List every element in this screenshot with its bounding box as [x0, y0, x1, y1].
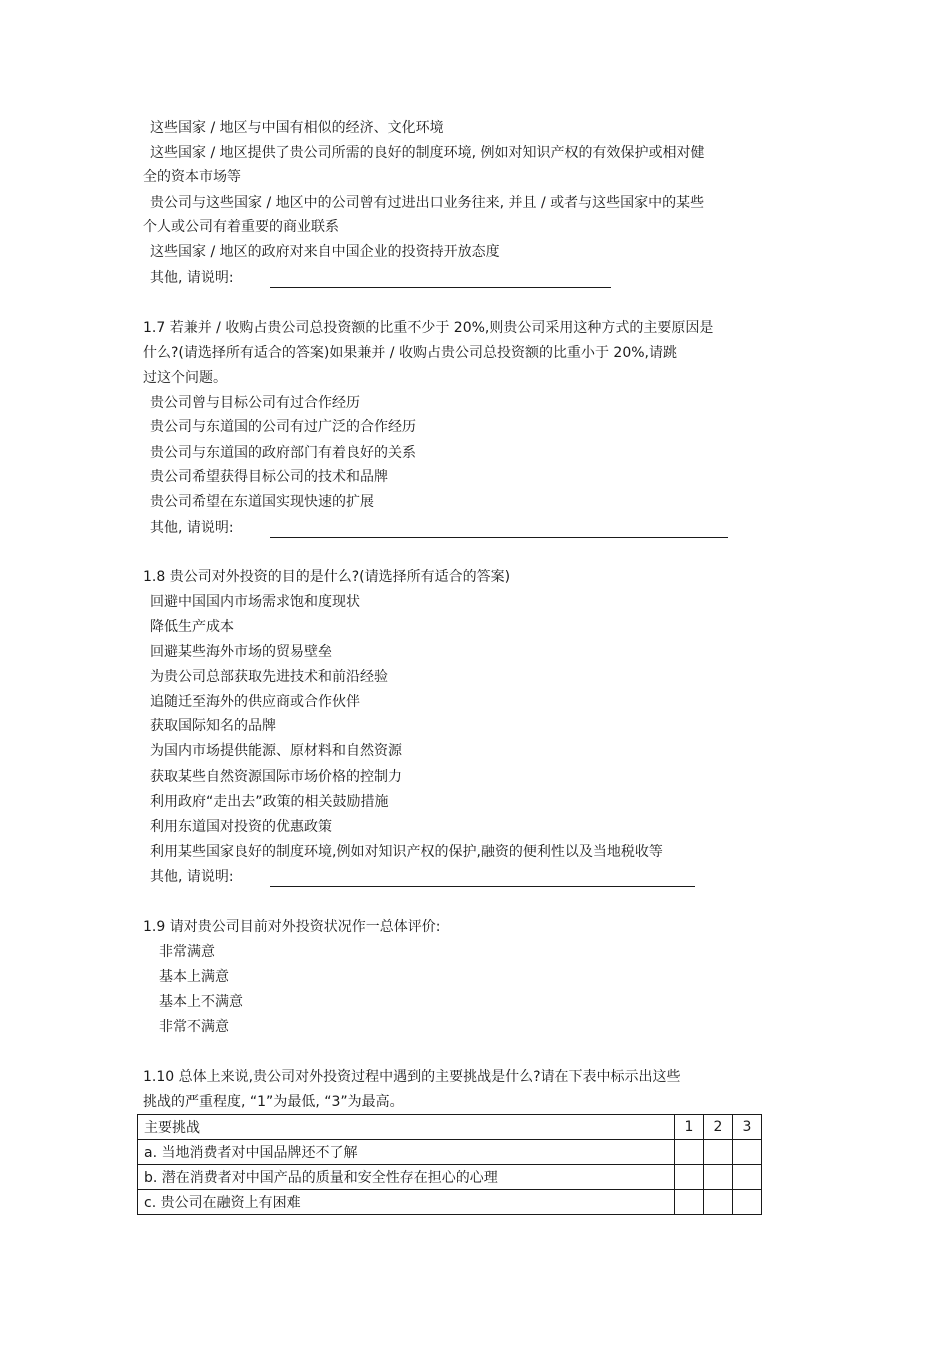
- option-text: 这些国家 / 地区与中国有相似的经济、文化环境: [150, 120, 444, 136]
- question-1-7-title: 1.7 若兼并 / 收购占贵公司总投资额的比重不少于 20%,则贵公司采用这种方式的主要原因是: [143, 320, 714, 336]
- other-label: 其他, 请说明:: [150, 869, 234, 885]
- question-1-7-title: 过这个问题。: [143, 370, 227, 386]
- table-row: [138, 1190, 762, 1215]
- option-text[interactable]: 获取国际知名的品牌: [150, 718, 276, 734]
- option-text[interactable]: 为贵公司总部获取先进技术和前沿经验: [150, 669, 388, 685]
- other-answer-line[interactable]: [270, 287, 611, 288]
- option-text[interactable]: 回避某些海外市场的贸易壁垒: [150, 644, 332, 660]
- challenge-cell: a. 当地消费者对中国品牌还不了解: [138, 1140, 675, 1165]
- option-text[interactable]: 利用政府“走出去”政策的相关鼓励措施: [150, 794, 389, 810]
- option-text[interactable]: 贵公司希望在东道国实现快速的扩展: [150, 494, 374, 510]
- option-text[interactable]: 贵公司与东道国的政府部门有着良好的关系: [150, 445, 416, 461]
- severity-cell-2[interactable]: [704, 1190, 733, 1215]
- option-text[interactable]: 贵公司希望获得目标公司的技术和品牌: [150, 469, 388, 485]
- table-header-row: [138, 1115, 762, 1140]
- question-1-9-title: 1.9 请对贵公司目前对外投资状况作一总体评价:: [143, 919, 441, 935]
- question-1-10-title: 挑战的严重程度, “1”为最低, “3”为最高。: [143, 1094, 404, 1110]
- option-text[interactable]: 利用东道国对投资的优惠政策: [150, 819, 332, 835]
- other-label: 其他, 请说明:: [150, 520, 234, 536]
- table-header-cell: 2: [704, 1115, 733, 1140]
- rating-option[interactable]: 非常不满意: [159, 1019, 229, 1035]
- challenges-table: [137, 1114, 762, 1215]
- option-text[interactable]: 获取某些自然资源国际市场价格的控制力: [150, 769, 402, 785]
- rating-option[interactable]: 基本上不满意: [159, 994, 243, 1010]
- challenge-cell: b. 潜在消费者对中国产品的质量和安全性存在担心的心理: [138, 1165, 675, 1190]
- option-text[interactable]: 降低生产成本: [150, 619, 234, 635]
- question-1-8-title: 1.8 贵公司对外投资的目的是什么?(请选择所有适合的答案): [143, 569, 511, 585]
- other-answer-line[interactable]: [270, 537, 728, 538]
- severity-cell-2[interactable]: [704, 1165, 733, 1190]
- severity-cell-1[interactable]: [675, 1165, 704, 1190]
- challenge-cell: c. 贵公司在融资上有困难: [138, 1190, 675, 1215]
- option-text-continued: 全的资本市场等: [143, 169, 241, 185]
- other-label: 其他, 请说明:: [150, 270, 234, 286]
- table-header-cell: 1: [675, 1115, 704, 1140]
- option-text[interactable]: 为国内市场提供能源、原材料和自然资源: [150, 743, 402, 759]
- option-text: 这些国家 / 地区提供了贵公司所需的良好的制度环境, 例如对知识产权的有效保护或相对健: [150, 145, 705, 161]
- rating-option[interactable]: 非常满意: [159, 944, 215, 960]
- severity-cell-3[interactable]: [733, 1190, 762, 1215]
- question-1-10-title: 1.10 总体上来说,贵公司对外投资过程中遇到的主要挑战是什么?请在下表中标示出这些: [143, 1069, 681, 1085]
- table-row: [138, 1165, 762, 1190]
- table-header-cell: 3: [733, 1115, 762, 1140]
- other-answer-line[interactable]: [270, 886, 695, 887]
- severity-cell-3[interactable]: [733, 1140, 762, 1165]
- severity-cell-1[interactable]: [675, 1190, 704, 1215]
- option-text[interactable]: 利用某些国家良好的制度环境,例如对知识产权的保护,融资的便利性以及当地税收等: [150, 844, 663, 860]
- rating-option[interactable]: 基本上满意: [159, 969, 229, 985]
- option-text-continued: 个人或公司有着重要的商业联系: [143, 219, 339, 235]
- severity-cell-2[interactable]: [704, 1140, 733, 1165]
- severity-cell-1[interactable]: [675, 1140, 704, 1165]
- table-row: [138, 1140, 762, 1165]
- option-text[interactable]: 贵公司曾与目标公司有过合作经历: [150, 395, 360, 411]
- table-header-cell: 主要挑战: [138, 1115, 675, 1140]
- option-text[interactable]: 贵公司与东道国的公司有过广泛的合作经历: [150, 419, 416, 435]
- option-text[interactable]: 追随迁至海外的供应商或合作伙伴: [150, 694, 360, 710]
- question-1-7-title: 什么?(请选择所有适合的答案)如果兼并 / 收购占贵公司总投资额的比重小于 20%,请跳: [143, 345, 677, 361]
- option-text: 这些国家 / 地区的政府对来自中国企业的投资持开放态度: [150, 244, 500, 260]
- severity-cell-3[interactable]: [733, 1165, 762, 1190]
- option-text: 贵公司与这些国家 / 地区中的公司曾有过进出口业务往来, 并且 / 或者与这些国家中的某些: [150, 195, 705, 211]
- option-text[interactable]: 回避中国国内市场需求饱和度现状: [150, 594, 360, 610]
